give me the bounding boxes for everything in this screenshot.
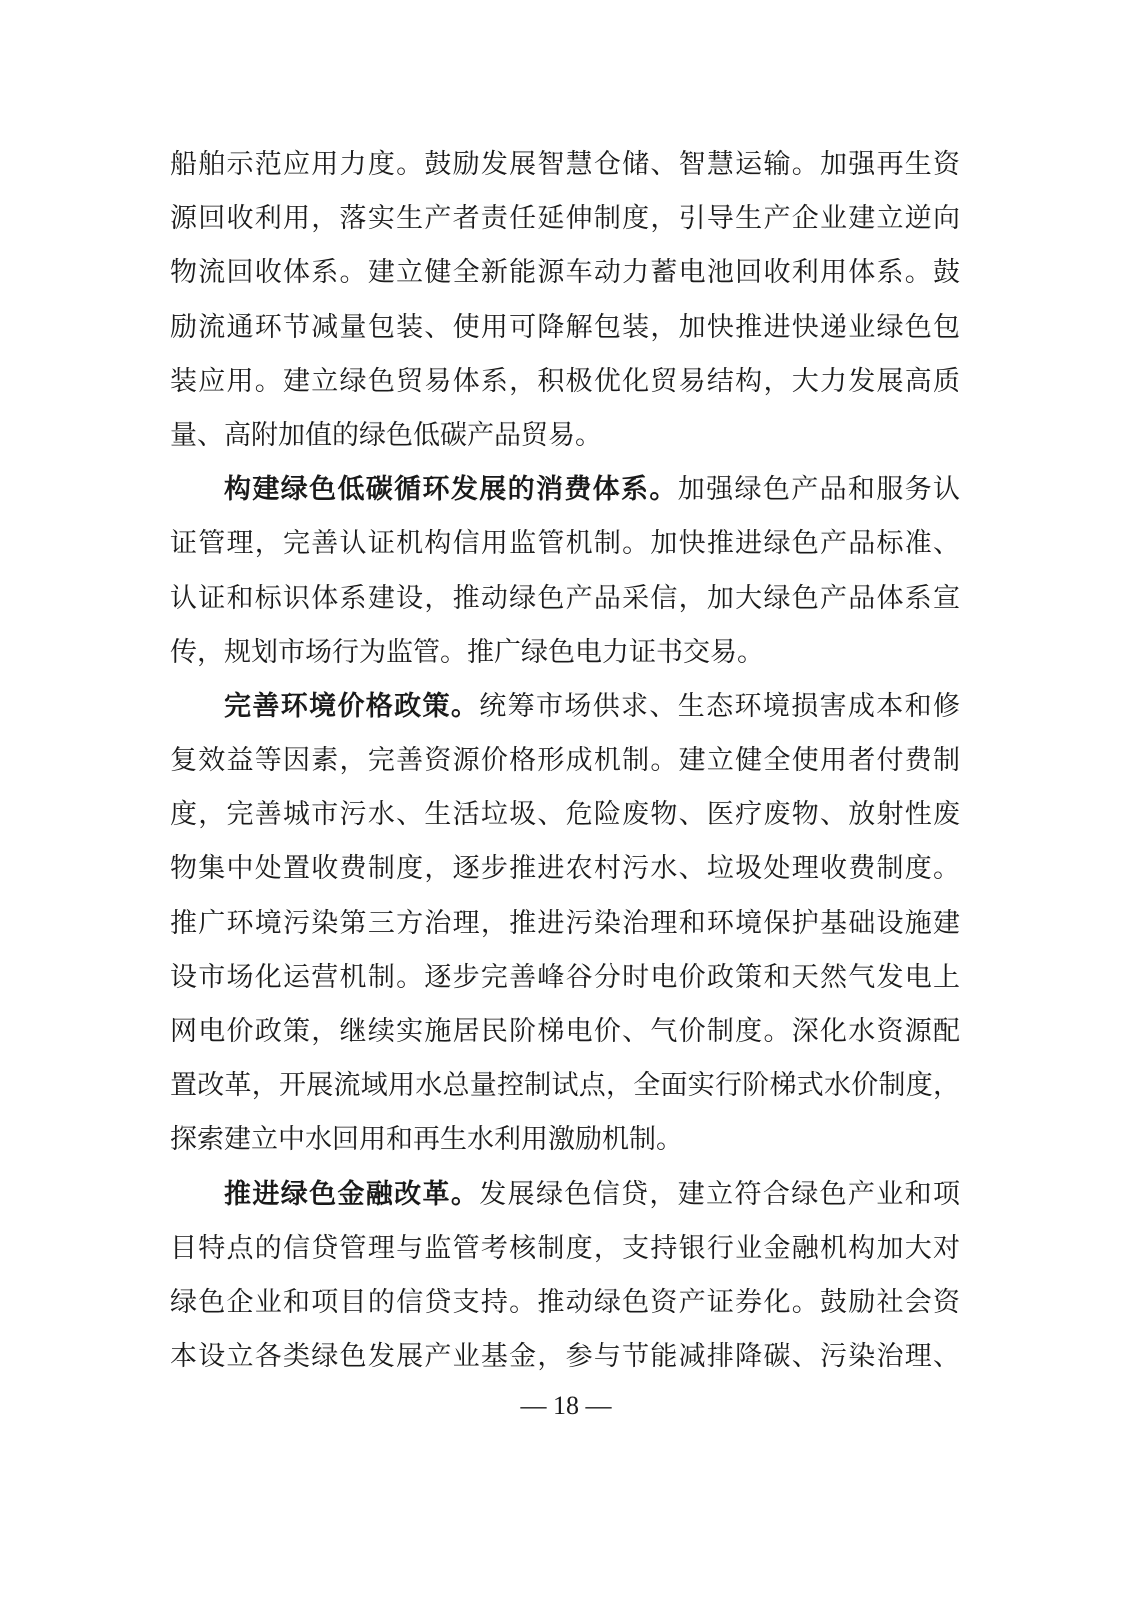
text-line: 装应用。建立绿色贸易体系，积极优化贸易结构，大力发展高质 xyxy=(170,365,960,397)
text-line: 设市场化运营机制。逐步完善峰谷分时电价政策和天然气发电上 xyxy=(170,961,960,993)
text-line: 量、高附加值的绿色低碳产品贸易。 xyxy=(170,419,602,451)
paragraph-first-line xyxy=(170,1168,960,1222)
document-body xyxy=(170,138,960,1384)
text-line: 船舶示范应用力度。鼓励发展智慧仓储、智慧运输。加强再生资 xyxy=(170,149,960,180)
paragraph-heading: 构建绿色低碳循环发展的消费体系。 xyxy=(224,474,678,506)
text-line: 物流回收体系。建立健全新能源车动力蓄电池回收利用体系。鼓 xyxy=(170,257,960,289)
paragraph-heading: 推进绿色金融改革。 xyxy=(224,1178,480,1210)
text-line: 传，规划市场行为监管。推广绿色电力证书交易。 xyxy=(170,636,764,668)
text-line: 置改革，开展流域用水总量控制试点，全面实行阶梯式水价制度， xyxy=(170,1070,960,1102)
text-line: 目特点的信贷管理与监管考核制度，支持银行业金融机构加大对 xyxy=(170,1232,960,1264)
page-number: — 18 — xyxy=(520,1391,612,1420)
text-span: 发展绿色信贷，建立符合绿色产业和项 xyxy=(479,1178,961,1210)
text-line: 本设立各类绿色发展产业基金，参与节能减排降碳、污染治理、 xyxy=(170,1341,960,1373)
paragraph-heading: 完善环境价格政策。 xyxy=(224,690,480,722)
text-line: 度，完善城市污水、生活垃圾、危险废物、医疗废物、放射性废 xyxy=(170,799,960,831)
text-line: 励流通环节减量包装、使用可降解包装，加快推进快递业绿色包 xyxy=(170,311,960,343)
text-line: 证管理，完善认证机构信用监管机制。加快推进绿色产品标准、 xyxy=(170,528,960,560)
paragraph-first-line xyxy=(170,680,960,734)
text-span: 统筹市场供求、生态环境损害成本和修 xyxy=(479,690,961,722)
text-line: 物集中处置收费制度，逐步推进农村污水、垃圾处理收费制度。 xyxy=(170,853,960,885)
text-line: 复效益等因素，完善资源价格形成机制。建立健全使用者付费制 xyxy=(170,745,960,777)
text-line: 网电价政策，继续实施居民阶梯电价、气价制度。深化水资源配 xyxy=(170,1016,960,1047)
paragraph-first-line xyxy=(170,463,960,517)
text-span: 加强绿色产品和服务认 xyxy=(677,474,961,506)
text-line: 源回收利用，落实生产者责任延伸制度，引导生产企业建立逆向 xyxy=(170,203,960,235)
text-line: 认证和标识体系建设，推动绿色产品采信，加大绿色产品体系宣 xyxy=(170,582,960,614)
text-line: 探索建立中水回用和再生水利用激励机制。 xyxy=(170,1124,683,1156)
text-line: 绿色企业和项目的信贷支持。推动绿色资产证券化。鼓励社会资 xyxy=(170,1286,960,1318)
text-line: 推广环境污染第三方治理，推进污染治理和环境保护基础设施建 xyxy=(170,907,960,939)
